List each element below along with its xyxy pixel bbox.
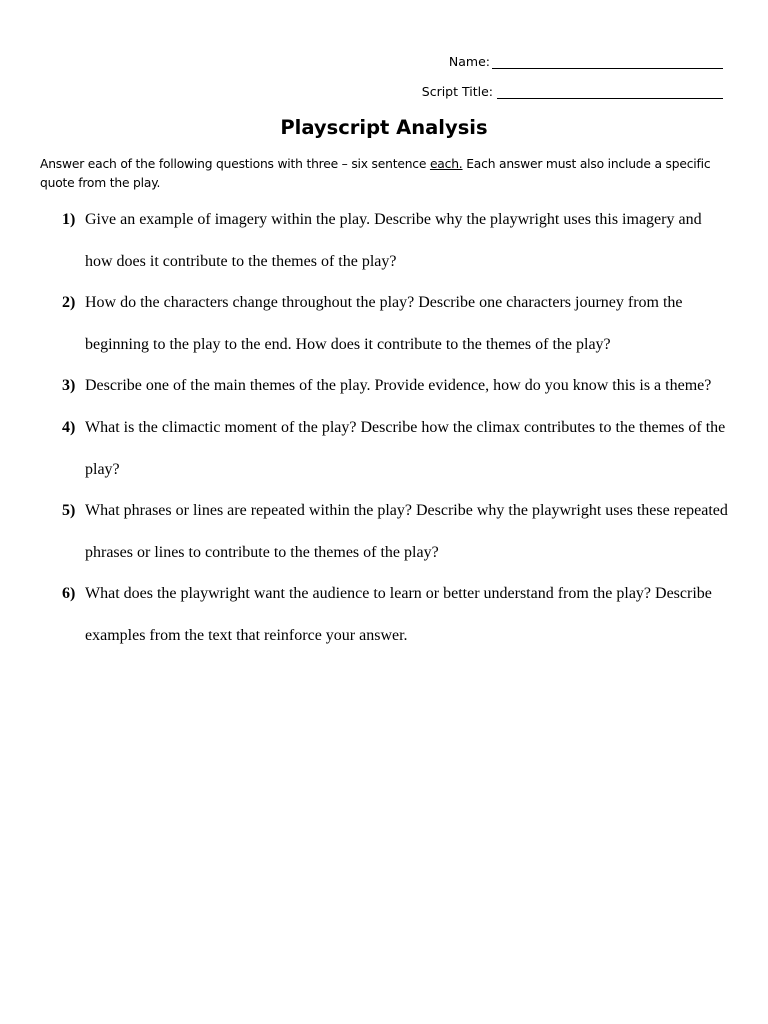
question-item	[60, 282, 730, 365]
question-text: Describe one of the main themes of the play. Provide evidence, how do you know this is a theme?	[85, 377, 712, 395]
question-text: What does the playwright want the audience to learn or better understand from the play? Describe examples from the text that reinforce your answer.	[85, 585, 712, 644]
question-item	[60, 365, 730, 407]
page-title: Playscript Analysis	[280, 116, 488, 139]
question-item	[60, 573, 730, 656]
instructions-text-start: Answer each of the following questions with three – six sentence	[40, 157, 430, 171]
question-number: 3)	[62, 377, 76, 395]
question-item	[60, 407, 730, 490]
name-label: Name:	[448, 54, 490, 69]
question-text: What phrases or lines are repeated within the play? Describe why the playwright uses these repeated phrases or lines to contribute to the themes of the play?	[85, 502, 728, 561]
question-number: 1)	[62, 211, 76, 228]
instructions-underlined-word: each.	[429, 157, 463, 171]
question-item	[60, 199, 730, 282]
name-blank-line[interactable]	[492, 54, 723, 69]
question-text: How do the characters change throughout the play? Describe one characters journey from the beginning to the play to the end. How does it contribute to the themes of the play?	[85, 294, 683, 353]
question-number: 5)	[62, 502, 76, 520]
question-text: Give an example of imagery within the play. Describe why the playwright uses this imagery and how does it contribute to the themes of the play?	[85, 211, 702, 270]
instructions	[40, 155, 730, 193]
question-list	[60, 199, 730, 657]
question-number: 4)	[62, 418, 76, 436]
question-item	[60, 490, 730, 573]
script-title-blank-line[interactable]	[497, 84, 723, 99]
question-number: 6)	[62, 585, 76, 603]
question-text: What is the climactic moment of the play? Describe how the climax contributes to the themes of the play?	[85, 418, 726, 478]
script-title-field[interactable]	[422, 84, 723, 99]
script-title-label: Script Title:	[421, 84, 493, 99]
name-field[interactable]	[449, 54, 723, 69]
instructions-text-end: Each answer must also include a specific quote from the play.	[40, 157, 711, 190]
question-number: 2)	[62, 294, 76, 312]
